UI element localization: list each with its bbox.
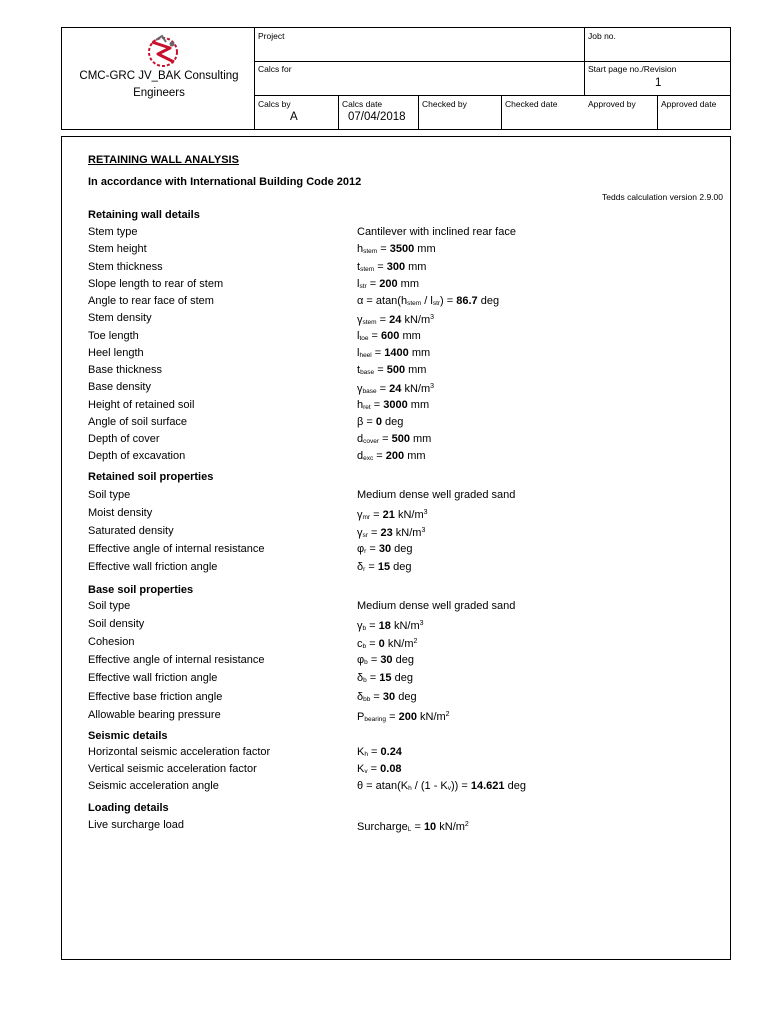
row-label: Soil type (88, 600, 131, 612)
row-label: Soil density (88, 618, 145, 631)
value-number: 500 (391, 433, 410, 445)
row-label: Saturated density (88, 525, 174, 537)
company-name (66, 68, 252, 102)
start-page-label: Start page no./Revision (588, 64, 677, 74)
value-unit: mm (407, 398, 430, 411)
approved-by-label: Approved by (588, 99, 636, 109)
value-unit: mm (405, 364, 427, 376)
value-symbol: d (357, 433, 364, 445)
row-label: Allowable bearing pressure (88, 708, 221, 721)
value-unit: deg (392, 654, 414, 667)
row-value (357, 818, 469, 837)
value-operator: = (366, 543, 379, 555)
value-operator: = (367, 763, 381, 776)
value-number: 500 (386, 364, 406, 376)
row-value (357, 653, 414, 670)
value-operator: )) = (451, 780, 471, 793)
value-operator: = (386, 710, 399, 723)
row-label: Angle of soil surface (88, 415, 188, 428)
value-number: 10 (423, 821, 437, 833)
value-operator: = (366, 672, 380, 685)
value-number: 14.621 (470, 780, 505, 793)
row-value: Medium dense well graded sand (357, 600, 516, 612)
value-operator: ) = (440, 295, 457, 307)
row-label: Height of retained soil (88, 398, 195, 411)
row-value (357, 260, 426, 277)
value-number: 15 (377, 561, 391, 573)
calcs-for-label: Calcs for (258, 64, 292, 74)
company-logo (142, 32, 184, 72)
value-number: 30 (382, 690, 396, 703)
value-operator: / l (421, 295, 433, 307)
row-label: Horizontal seismic acceleration factor (88, 746, 271, 758)
value-number: 200 (379, 277, 398, 290)
value-superscript: 3 (421, 527, 426, 534)
row-label: Seismic acceleration angle (88, 780, 219, 793)
approved-date-label: Approved date (661, 99, 717, 109)
row-label: Effective angle of internal resistance (88, 654, 265, 667)
value-unit: deg (382, 415, 404, 428)
value-subscript: L (407, 826, 412, 833)
value-subscript: mr (362, 514, 371, 521)
value-symbol: φ (357, 543, 365, 555)
row-label: Moist density (88, 507, 153, 519)
value-symbol: δ (357, 672, 364, 685)
row-value (357, 311, 434, 330)
calcs-by-label: Calcs by (258, 99, 291, 109)
value-superscript: 3 (419, 620, 424, 628)
value-operator: = (370, 690, 383, 703)
row-label: Base density (88, 381, 151, 394)
row-label: Stem type (88, 226, 138, 238)
row-value (357, 745, 402, 762)
row-label: Heel length (88, 346, 144, 359)
value-subscript: base (362, 388, 377, 396)
value-operator: = (366, 638, 379, 651)
value-subscript: v (364, 768, 368, 776)
value-subscript: b (362, 643, 367, 651)
value-symbol: β (357, 415, 364, 428)
value-subscript: sr (362, 532, 368, 539)
value-symbol: θ = atan(K (357, 780, 409, 793)
value-unit: mm (414, 243, 436, 256)
row-label: Depth of excavation (88, 450, 186, 463)
value-superscript: 3 (423, 509, 428, 516)
value-operator: = (376, 383, 390, 396)
row-value (357, 449, 426, 466)
value-unit: mm (409, 433, 432, 445)
row-label: Stem height (88, 243, 147, 256)
value-operator: = (411, 821, 424, 833)
value-subscript: bearing (364, 715, 387, 723)
row-value (357, 560, 412, 577)
row-label: Soil type (88, 489, 131, 501)
row-label: Effective wall friction angle (88, 672, 218, 685)
value-number: 24 (389, 314, 402, 327)
value-number: 1400 (384, 346, 409, 359)
row-label: Vertical seismic acceleration factor (88, 763, 257, 776)
row-label: Cohesion (88, 636, 135, 649)
row-value (357, 708, 450, 727)
value-symbol: l (357, 346, 360, 359)
row-value (357, 432, 431, 449)
value-operator: = (379, 433, 392, 445)
value-unit: mm (399, 329, 421, 342)
value-subscript: stem (360, 265, 375, 273)
value-number: 600 (381, 329, 400, 342)
value-number: 0 (378, 638, 385, 651)
value-number: 24 (389, 383, 402, 396)
row-label: Live surcharge load (88, 819, 185, 831)
section-heading-loading: Loading details (88, 802, 169, 814)
value-subscript: stem (363, 248, 378, 256)
row-label: Stem density (88, 312, 152, 325)
row-value (357, 415, 403, 429)
value-superscript: 2 (445, 710, 450, 718)
job-no-label: Job no. (588, 31, 616, 41)
value-operator: = (374, 364, 387, 376)
value-symbol: K (357, 763, 365, 776)
row-value (357, 542, 413, 559)
value-operator: = (367, 746, 381, 758)
row-value (357, 363, 426, 380)
section-heading-base: Base soil properties (88, 584, 194, 596)
value-symbol: γ (357, 620, 363, 633)
value-unit: mm (404, 450, 426, 463)
value-unit: deg (395, 690, 417, 703)
row-label: Toe length (88, 329, 139, 342)
row-value (357, 762, 402, 779)
row-value (357, 524, 425, 543)
project-label: Project (258, 31, 285, 41)
value-unit: kN/m (390, 620, 420, 633)
value-number: 21 (382, 509, 395, 521)
value-subscript: str (432, 300, 441, 307)
value-number: 300 (386, 260, 406, 273)
value-operator: = (363, 415, 376, 428)
value-symbol: t (357, 260, 361, 273)
value-unit: kN/m (401, 383, 431, 396)
value-subscript: h (408, 785, 412, 793)
value-subscript: b (363, 677, 367, 685)
section-heading-seismic: Seismic details (88, 730, 168, 742)
value-number: 200 (398, 710, 417, 723)
value-superscript: 2 (464, 821, 469, 828)
calcs-date-label: Calcs date (342, 99, 383, 109)
value-symbol: l (357, 277, 360, 290)
row-value (357, 779, 526, 796)
value-operator: = (374, 260, 387, 273)
value-subscript: stem (407, 300, 422, 307)
value-subscript: toe (359, 334, 369, 342)
checked-by-label: Checked by (422, 99, 467, 109)
document-title: RETAINING WALL ANALYSIS (88, 154, 239, 166)
section-heading-wall: Retaining wall details (88, 209, 200, 221)
value-unit: kN/m (436, 821, 465, 833)
row-value (357, 380, 434, 399)
value-operator: = (373, 450, 386, 463)
value-number: 86.7 (456, 295, 478, 307)
value-unit: deg (477, 295, 500, 307)
row-label: Slope length to rear of stem (88, 277, 224, 290)
row-label: Effective wall friction angle (88, 561, 218, 573)
value-number: 0.24 (380, 746, 402, 758)
value-symbol: γ (357, 383, 363, 396)
value-subscript: base (360, 369, 375, 376)
company-name-line1: CMC-GRC JV_BAK Consulting (79, 70, 239, 82)
value-unit: kN/m (401, 314, 431, 327)
value-number: 200 (385, 450, 405, 463)
value-symbol: K (357, 746, 365, 758)
row-value: Medium dense well graded sand (357, 489, 516, 501)
value-unit: mm (405, 260, 427, 273)
value-unit: kN/m (384, 638, 414, 651)
section-heading-retained: Retained soil properties (88, 471, 214, 483)
value-symbol: h (357, 398, 364, 411)
row-value (357, 398, 429, 415)
value-symbol: c (357, 638, 363, 651)
row-value (357, 690, 417, 707)
value-operator: = (376, 314, 390, 327)
row-value (357, 277, 419, 294)
value-unit: kN/m (392, 527, 422, 539)
value-unit: deg (391, 672, 413, 685)
value-subscript: v (447, 785, 452, 793)
value-number: 30 (380, 654, 393, 667)
row-value (357, 242, 436, 259)
value-unit: mm (397, 277, 419, 290)
value-symbol: t (357, 364, 361, 376)
row-label: Stem thickness (88, 260, 163, 273)
value-number: 0.08 (380, 763, 402, 776)
checked-date-label: Checked date (505, 99, 558, 109)
value-number: 30 (378, 543, 392, 555)
value-subscript: stem (362, 319, 377, 327)
value-symbol: γ (357, 314, 363, 327)
value-symbol: d (357, 450, 364, 463)
value-subscript: exc (363, 455, 374, 463)
value-number: 3000 (383, 398, 408, 411)
value-symbol: γ (357, 509, 363, 521)
row-value: Cantilever with inclined rear face (357, 226, 516, 238)
value-operator: = (367, 654, 381, 667)
row-value (357, 294, 499, 311)
value-symbol: α = atan(h (357, 295, 408, 307)
value-operator: = (370, 509, 383, 521)
value-operator: = (368, 329, 382, 342)
value-unit: kN/m (416, 710, 446, 723)
value-subscript: b (362, 625, 367, 633)
value-symbol: φ (357, 654, 365, 667)
value-operator: = (367, 527, 381, 539)
value-subscript: b (364, 659, 368, 667)
value-superscript: 3 (430, 314, 435, 322)
value-superscript: 3 (430, 383, 435, 391)
row-label: Angle to rear face of stem (88, 295, 214, 307)
value-symbol: Surcharge (357, 821, 408, 833)
company-name-line2: Engineers (133, 87, 185, 99)
value-number: 15 (379, 672, 392, 685)
value-unit: mm (408, 346, 431, 359)
value-operator: = (371, 346, 385, 359)
value-subscript: str (359, 282, 367, 290)
row-value (357, 635, 417, 654)
value-subscript: r (363, 566, 366, 573)
row-value (357, 506, 428, 525)
row-label: Effective base friction angle (88, 690, 223, 703)
value-symbol: h (357, 243, 364, 256)
version-note: Tedds calculation version 2.9.00 (602, 192, 723, 202)
value-number: 3500 (389, 243, 415, 256)
value-unit: deg (391, 543, 413, 555)
value-unit: deg (390, 561, 412, 573)
row-value (357, 346, 430, 363)
value-number: 0 (375, 415, 382, 428)
row-label: Depth of cover (88, 433, 160, 445)
value-operator: = (365, 561, 378, 573)
value-operator: = (377, 243, 390, 256)
row-label: Base thickness (88, 364, 162, 376)
header-table (61, 27, 731, 130)
value-number: 18 (378, 620, 391, 633)
document-subtitle: In accordance with International Building Code 2012 (88, 176, 362, 188)
value-subscript: bb (363, 695, 371, 703)
row-value (357, 329, 421, 346)
value-symbol: P (357, 710, 365, 723)
value-symbol: δ (357, 561, 364, 573)
value-subscript: cover (363, 438, 380, 445)
value-unit: deg (504, 780, 526, 793)
row-value (357, 671, 413, 688)
value-subscript: h (364, 751, 368, 758)
value-superscript: 2 (413, 638, 418, 646)
row-value (357, 617, 424, 636)
value-symbol: l (357, 329, 360, 342)
value-operator: / (1 - K (411, 780, 448, 793)
value-operator: = (370, 398, 384, 411)
calcs-date-value: 07/04/2018 (348, 111, 406, 123)
value-subscript: ret (363, 403, 371, 411)
calcs-by-value: A (290, 111, 298, 123)
value-subscript: heel (359, 351, 372, 359)
start-page-value: 1 (655, 77, 662, 89)
value-operator: = (366, 277, 380, 290)
value-unit: kN/m (394, 509, 424, 521)
value-operator: = (366, 620, 379, 633)
value-subscript: r (364, 548, 367, 555)
value-symbol: δ (357, 690, 364, 703)
value-number: 23 (380, 527, 393, 539)
value-symbol: γ (357, 527, 363, 539)
row-label: Effective angle of internal resistance (88, 543, 265, 555)
